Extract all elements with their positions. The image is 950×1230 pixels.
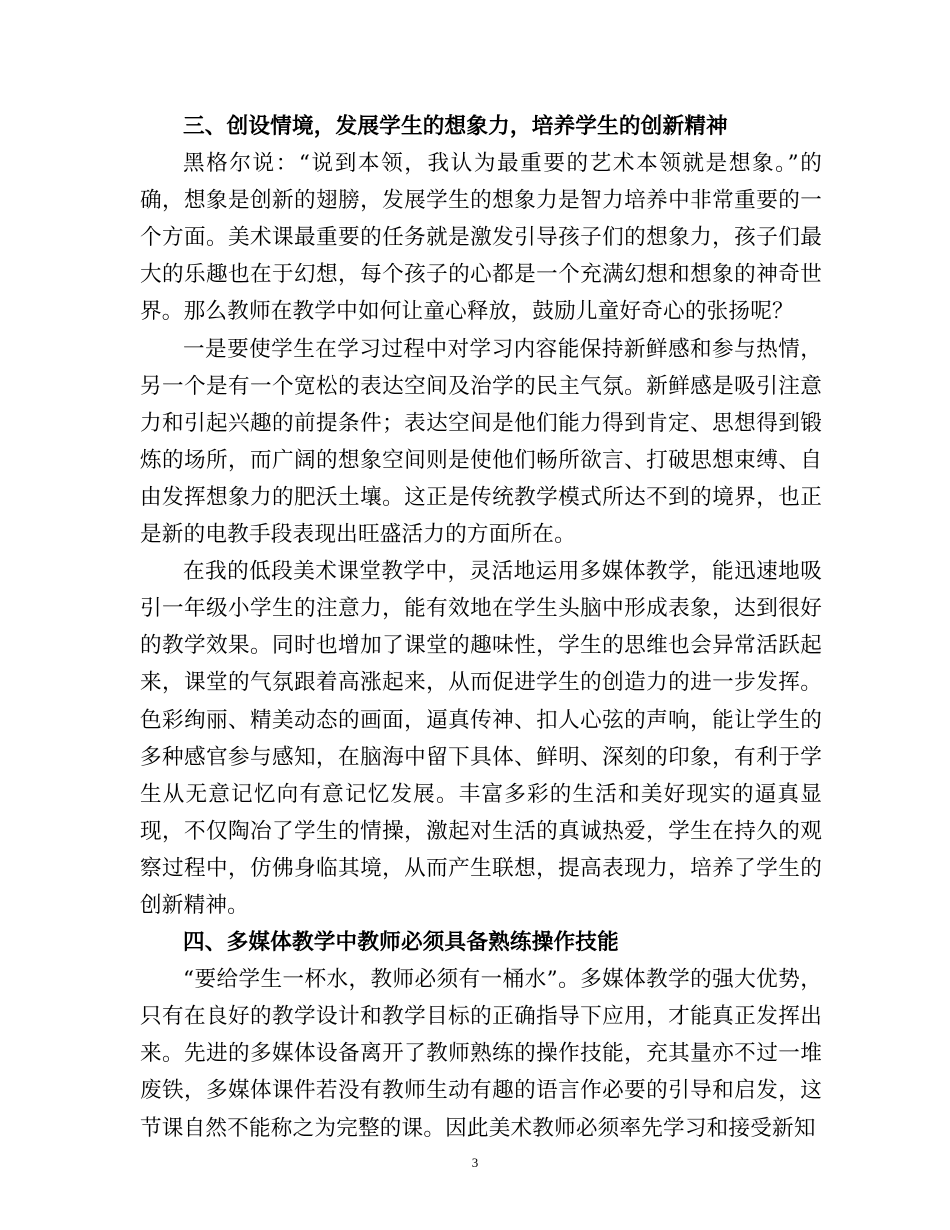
paragraph-freshness-expression: 一是要使学生在学习过程中对学习内容能保持新鲜感和参与热情，另一个是有一个宽松的表达空间及治学的民主气氛。新鲜感是吸引注意力和引起兴趣的前提条件；表达空间是他们能力得到肯定、思想得到锻炼的场所，而广阔的想象空间则是使他们畅所欲言、打破思想束缚、自由发挥想象力的肥沃土壤。这正是传统教学模式所达不到的境界，也正是新的电教手段表现出旺盛活力的方面所在。 xyxy=(140,336,822,548)
page-body xyxy=(140,108,822,1147)
paragraph-classroom-multimedia: 在我的低段美术课堂教学中，灵活地运用多媒体教学，能迅速地吸引一年级小学生的注意力，能有效地在学生头脑中形成表象，达到很好的教学效果。同时也增加了课堂的趣味性，学生的思维也会异常活跃起来，课堂的气氛跟着高涨起来，从而促进学生的创造力的进一步发挥。色彩绚丽、精美动态的画面，逼真传神、扣人心弦的声响，能让学生的多种感官参与感知，在脑海中留下具体、鲜明、深刻的印象，有利于学生从无意记忆向有意记忆发展。丰富多彩的生活和美好现实的逼真显现，不仅陶冶了学生的情操，激起对生活的真诚热爱，学生在持久的观察过程中，仿佛身临其境，从而产生联想，提高表现力，培养了学生的创新精神。 xyxy=(140,559,822,918)
section-heading-4: 四、多媒体教学中教师必须具备熟练操作技能 xyxy=(183,930,619,956)
page-number: 3 xyxy=(471,1155,479,1170)
paragraph-teacher-skills: “要给学生一杯水，教师必须有一桶水”。多媒体教学的强大优势，只有在良好的教学设计和教学目标的正确指导下应用，才能真正发挥出来。先进的多媒体设备离开了教师熟练的操作技能，充其量亦不过一堆废铁，多媒体课件若没有教师生动有趣的语言作必要的引导和启发，这节课自然不能称之为完整的课。因此美术教师必须率先学习和接受新知 xyxy=(140,967,822,1141)
paragraph-hegel-imagination: 黑格尔说：“说到本领，我认为最重要的艺术本领就是想象。”的确，想象是创新的翅膀，发展学生的想象力是智力培养中非常重要的一个方面。美术课最重要的任务就是激发引导孩子们的想象力，孩子们最大的乐趣也在于幻想，每个孩子的心都是一个充满幻想和想象的神奇世界。那么教师在教学中如何让童心释放，鼓励儿童好奇心的张扬呢？ xyxy=(140,151,822,325)
section-heading-3: 三、创设情境，发展学生的想象力，培养学生的创新精神 xyxy=(183,114,728,139)
